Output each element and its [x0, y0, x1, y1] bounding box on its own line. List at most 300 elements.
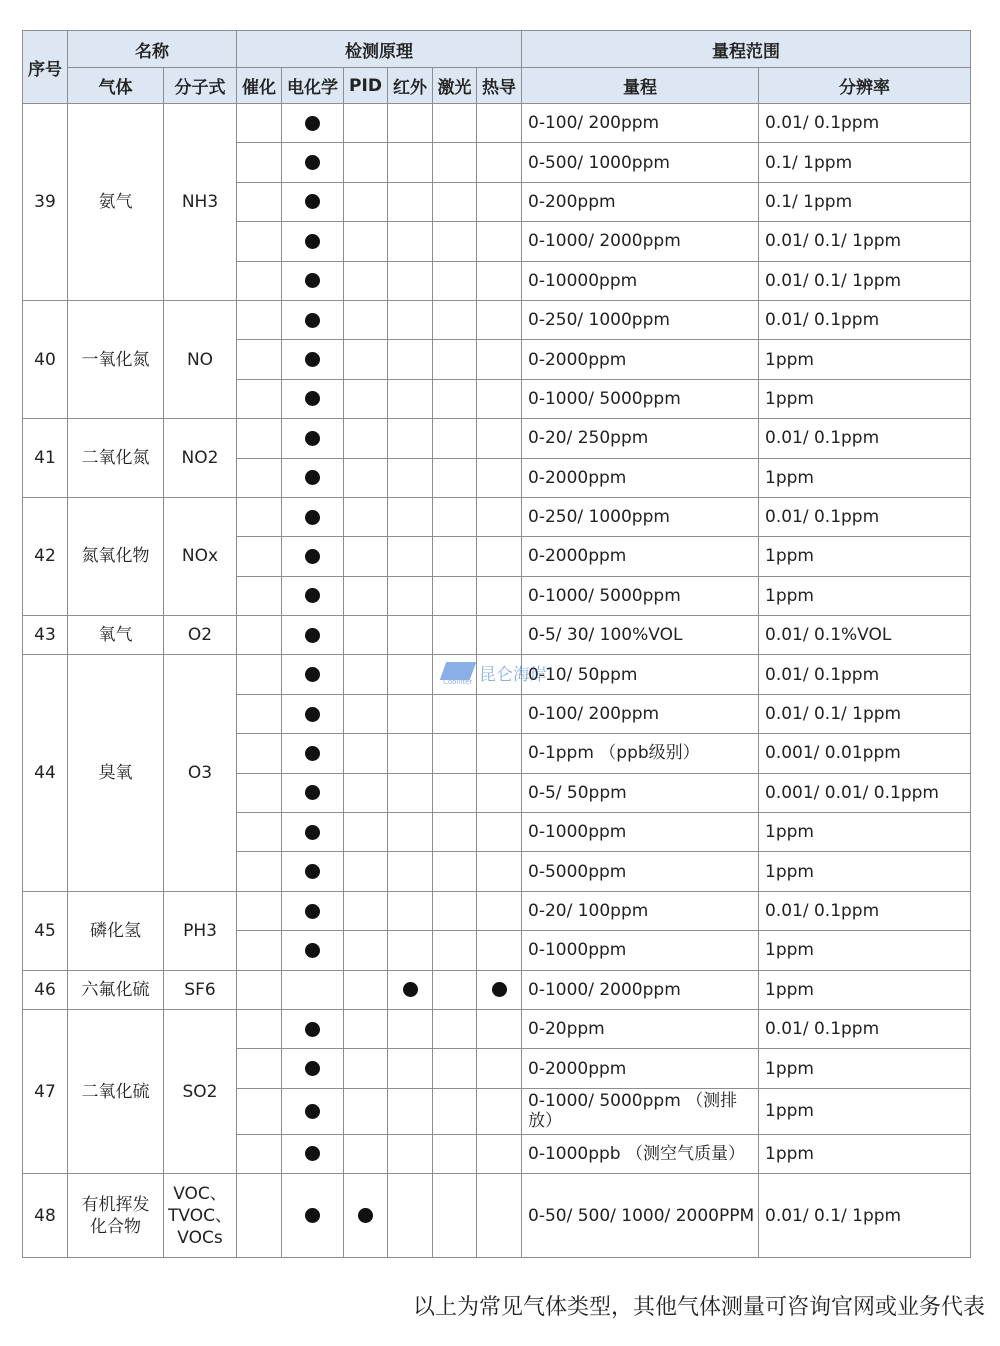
- cell-resolution: 1ppm: [759, 576, 971, 615]
- cell-method-laser: [433, 458, 477, 497]
- cell-resolution: 0.001/ 0.01ppm: [759, 734, 971, 773]
- filled-circle-icon: [358, 1208, 373, 1223]
- formula-line: NH3: [181, 191, 219, 212]
- filled-circle-icon: [305, 431, 320, 446]
- table-row: [23, 616, 971, 655]
- table-row: [23, 970, 971, 1009]
- cell-formula: [164, 300, 237, 418]
- formula-line: VOC、: [173, 1183, 227, 1204]
- header-method-thermal: 热导: [477, 68, 522, 104]
- header-method-infrared: 红外: [388, 68, 433, 104]
- cell-resolution: 0.01/ 0.1ppm: [759, 891, 971, 930]
- cell-method-pid: [344, 340, 388, 379]
- filled-circle-icon: [305, 588, 320, 603]
- gas-name-line: 二氧化氮: [81, 448, 150, 469]
- cell-gas-name: [68, 891, 164, 970]
- cell-method-pid: [344, 300, 388, 339]
- cell-method-catalytic: [237, 891, 282, 930]
- cell-resolution: 0.01/ 0.1/ 1ppm: [759, 694, 971, 733]
- cell-method-electrochemical: [282, 970, 344, 1009]
- cell-range: 0-10000ppm: [522, 261, 759, 300]
- cell-method-catalytic: [237, 182, 282, 221]
- cell-method-catalytic: [237, 970, 282, 1009]
- cell-no: 39: [23, 104, 68, 301]
- cell-formula: [164, 655, 237, 891]
- filled-circle-icon: [305, 470, 320, 485]
- cell-method-thermal: [477, 1174, 522, 1258]
- cell-method-laser: [433, 104, 477, 143]
- cell-method-thermal: [477, 616, 522, 655]
- filled-circle-icon: [305, 746, 320, 761]
- cell-method-catalytic: [237, 655, 282, 694]
- filled-circle-icon: [305, 1104, 320, 1119]
- cell-resolution: 1ppm: [759, 537, 971, 576]
- cell-method-catalytic: [237, 300, 282, 339]
- header-range: 量程: [522, 68, 759, 104]
- cell-method-thermal: [477, 182, 522, 221]
- cell-no: 44: [23, 655, 68, 891]
- cell-method-catalytic: [237, 576, 282, 615]
- cell-method-laser: [433, 340, 477, 379]
- cell-resolution: 1ppm: [759, 1134, 971, 1173]
- cell-method-pid: [344, 773, 388, 812]
- cell-method-electrochemical: [282, 813, 344, 852]
- cell-no: 43: [23, 616, 68, 655]
- cell-method-laser: [433, 773, 477, 812]
- cell-method-infrared: [388, 1049, 433, 1088]
- header-range-group: 量程范围: [522, 31, 971, 68]
- cell-method-electrochemical: [282, 1049, 344, 1088]
- header-row-2: [23, 68, 971, 104]
- cell-no: 41: [23, 419, 68, 498]
- cell-method-pid: [344, 1049, 388, 1088]
- header-method-catalytic: 催化: [237, 68, 282, 104]
- cell-resolution: 1ppm: [759, 852, 971, 891]
- table-row: [23, 104, 971, 143]
- cell-method-laser: [433, 852, 477, 891]
- cell-resolution: 1ppm: [759, 379, 971, 418]
- cell-method-laser: [433, 734, 477, 773]
- cell-range: 0-1000/ 5000ppm: [522, 379, 759, 418]
- cell-method-pid: [344, 261, 388, 300]
- cell-method-infrared: [388, 1088, 433, 1134]
- cell-formula: [164, 891, 237, 970]
- table-row: [23, 891, 971, 930]
- cell-no: 40: [23, 300, 68, 418]
- cell-method-thermal: [477, 300, 522, 339]
- cell-method-catalytic: [237, 1174, 282, 1258]
- cell-method-thermal: [477, 734, 522, 773]
- cell-no: 47: [23, 1009, 68, 1173]
- cell-method-pid: [344, 379, 388, 418]
- header-name: 名称: [68, 31, 237, 68]
- cell-method-laser: [433, 261, 477, 300]
- cell-range: 0-2000ppm: [522, 458, 759, 497]
- cell-resolution: 0.01/ 0.1ppm: [759, 104, 971, 143]
- cell-method-infrared: [388, 931, 433, 970]
- filled-circle-icon: [305, 234, 320, 249]
- cell-range: 0-50/ 500/ 1000/ 2000PPM: [522, 1174, 759, 1258]
- cell-resolution: 1ppm: [759, 1049, 971, 1088]
- cell-method-infrared: [388, 891, 433, 930]
- cell-method-catalytic: [237, 852, 282, 891]
- cell-method-thermal: [477, 891, 522, 930]
- cell-resolution: 1ppm: [759, 813, 971, 852]
- watermark-text: 昆仑海岸: [479, 665, 547, 685]
- filled-circle-icon: [305, 273, 320, 288]
- cell-method-pid: [344, 143, 388, 182]
- cell-method-infrared: [388, 576, 433, 615]
- cell-method-infrared: [388, 1174, 433, 1258]
- cell-range: 0-20/ 100ppm: [522, 891, 759, 930]
- cell-range: 0-1000/ 2000ppm: [522, 970, 759, 1009]
- filled-circle-icon: [305, 707, 320, 722]
- cell-method-pid: [344, 182, 388, 221]
- cell-method-electrochemical: [282, 340, 344, 379]
- cell-resolution: 0.01/ 0.1%VOL: [759, 616, 971, 655]
- formula-line: PH3: [183, 920, 217, 941]
- cell-range: 0-100/ 200ppm: [522, 104, 759, 143]
- formula-line: SO2: [182, 1081, 218, 1102]
- formula-line: VOCs: [177, 1227, 223, 1248]
- cell-method-pid: [344, 419, 388, 458]
- cell-range: 0-10/ 50ppm: [522, 655, 759, 694]
- cell-method-electrochemical: [282, 1088, 344, 1134]
- formula-line: SF6: [184, 979, 216, 1000]
- cell-method-infrared: [388, 497, 433, 536]
- watermark-logo: [443, 660, 553, 684]
- header-method-laser: 激光: [433, 68, 477, 104]
- gas-name-line: 氧气: [98, 625, 133, 646]
- cell-method-laser: [433, 300, 477, 339]
- filled-circle-icon: [305, 549, 320, 564]
- cell-method-thermal: [477, 1049, 522, 1088]
- cell-method-pid: [344, 734, 388, 773]
- cell-method-laser: [433, 182, 477, 221]
- filled-circle-icon: [305, 825, 320, 840]
- gas-name-line: 氨气: [98, 191, 133, 212]
- cell-method-catalytic: [237, 773, 282, 812]
- cell-method-laser: [433, 576, 477, 615]
- watermark-subtext: Coolliter: [443, 678, 473, 686]
- cell-method-thermal: [477, 1088, 522, 1134]
- cell-method-pid: [344, 576, 388, 615]
- gas-name-line: 氮氧化物: [81, 546, 150, 567]
- cell-method-pid: [344, 694, 388, 733]
- filled-circle-icon: [305, 904, 320, 919]
- formula-line: O3: [187, 763, 213, 784]
- cell-method-laser: [433, 497, 477, 536]
- cell-range: 0-500/ 1000ppm: [522, 143, 759, 182]
- filled-circle-icon: [305, 628, 320, 643]
- cell-gas-name: [68, 1174, 164, 1258]
- cell-resolution: 0.001/ 0.01/ 0.1ppm: [759, 773, 971, 812]
- cell-method-laser: [433, 813, 477, 852]
- cell-method-electrochemical: [282, 1009, 344, 1048]
- cell-method-catalytic: [237, 379, 282, 418]
- cell-range: 0-100/ 200ppm: [522, 694, 759, 733]
- cell-method-catalytic: [237, 458, 282, 497]
- cell-resolution: 0.01/ 0.1ppm: [759, 1009, 971, 1048]
- cell-method-catalytic: [237, 340, 282, 379]
- formula-line: NO2: [181, 448, 219, 469]
- filled-circle-icon: [305, 785, 320, 800]
- gas-name-line: 二氧化硫: [81, 1081, 150, 1102]
- cell-method-catalytic: [237, 143, 282, 182]
- cell-range: 0-1ppm （ppb级别）: [522, 734, 759, 773]
- cell-method-laser: [433, 970, 477, 1009]
- cell-formula: [164, 104, 237, 301]
- cell-method-electrochemical: [282, 891, 344, 930]
- cell-method-catalytic: [237, 419, 282, 458]
- formula-line: NOx: [181, 546, 219, 567]
- cell-method-infrared: [388, 143, 433, 182]
- cell-method-catalytic: [237, 931, 282, 970]
- cell-method-laser: [433, 419, 477, 458]
- cell-method-pid: [344, 537, 388, 576]
- cell-range: 0-20ppm: [522, 1009, 759, 1048]
- cell-method-laser: [433, 1134, 477, 1173]
- cell-method-electrochemical: [282, 655, 344, 694]
- cell-method-thermal: [477, 419, 522, 458]
- cell-method-pid: [344, 852, 388, 891]
- filled-circle-icon: [305, 391, 320, 406]
- header-resolution: 分辨率: [759, 68, 971, 104]
- cell-method-electrochemical: [282, 104, 344, 143]
- cell-method-infrared: [388, 1009, 433, 1048]
- gas-name-line: 有机挥发: [81, 1194, 150, 1215]
- cell-method-infrared: [388, 773, 433, 812]
- cell-method-infrared: [388, 340, 433, 379]
- cell-method-electrochemical: [282, 143, 344, 182]
- cell-resolution: 0.1/ 1ppm: [759, 182, 971, 221]
- cell-method-laser: [433, 694, 477, 733]
- cell-method-thermal: [477, 537, 522, 576]
- cell-method-catalytic: [237, 104, 282, 143]
- cell-method-thermal: [477, 340, 522, 379]
- cell-range: 0-250/ 1000ppm: [522, 497, 759, 536]
- cell-method-catalytic: [237, 1134, 282, 1173]
- cell-method-electrochemical: [282, 931, 344, 970]
- header-no: 序号: [23, 31, 68, 104]
- cell-resolution: 1ppm: [759, 931, 971, 970]
- cell-gas-name: [68, 655, 164, 891]
- cell-method-thermal: [477, 694, 522, 733]
- filled-circle-icon: [403, 982, 418, 997]
- cell-resolution: 1ppm: [759, 340, 971, 379]
- cell-method-electrochemical: [282, 852, 344, 891]
- gas-spec-table: [22, 30, 971, 1258]
- cell-method-thermal: [477, 813, 522, 852]
- cell-method-infrared: [388, 182, 433, 221]
- cell-method-infrared: [388, 1134, 433, 1173]
- cell-method-electrochemical: [282, 419, 344, 458]
- header-method-electrochemical: 电化学: [282, 68, 344, 104]
- cell-method-pid: [344, 1009, 388, 1048]
- cell-method-pid: [344, 931, 388, 970]
- cell-resolution: 1ppm: [759, 458, 971, 497]
- cell-range: 0-5/ 50ppm: [522, 773, 759, 812]
- formula-line: TVOC、: [168, 1205, 232, 1226]
- cell-resolution: 0.01/ 0.1ppm: [759, 300, 971, 339]
- header-method-pid: PID: [344, 68, 388, 104]
- cell-gas-name: [68, 497, 164, 615]
- filled-circle-icon: [305, 313, 320, 328]
- cell-method-pid: [344, 655, 388, 694]
- cell-method-infrared: [388, 104, 433, 143]
- cell-method-pid: [344, 1174, 388, 1258]
- cell-gas-name: [68, 1009, 164, 1173]
- cell-method-electrochemical: [282, 222, 344, 261]
- cell-method-catalytic: [237, 1009, 282, 1048]
- cell-method-thermal: [477, 261, 522, 300]
- table-row: [23, 419, 971, 458]
- table-row: [23, 1009, 971, 1048]
- cell-method-infrared: [388, 852, 433, 891]
- header-row-1: [23, 31, 971, 68]
- table-row: [23, 300, 971, 339]
- cell-resolution: 0.01/ 0.1ppm: [759, 419, 971, 458]
- gas-name-line: 磷化氢: [90, 920, 141, 941]
- cell-range: 0-1000/ 5000ppm （测排放）: [522, 1088, 759, 1134]
- header-principle: 检测原理: [237, 31, 522, 68]
- cell-method-thermal: [477, 773, 522, 812]
- cell-method-pid: [344, 1134, 388, 1173]
- cell-method-electrochemical: [282, 379, 344, 418]
- cell-method-thermal: [477, 379, 522, 418]
- cell-method-thermal: [477, 143, 522, 182]
- cell-range: 0-200ppm: [522, 182, 759, 221]
- cell-resolution: 1ppm: [759, 970, 971, 1009]
- cell-gas-name: [68, 300, 164, 418]
- cell-method-catalytic: [237, 222, 282, 261]
- filled-circle-icon: [305, 116, 320, 131]
- cell-method-laser: [433, 1049, 477, 1088]
- cell-range: 0-1000ppm: [522, 813, 759, 852]
- cell-method-pid: [344, 222, 388, 261]
- cell-method-electrochemical: [282, 458, 344, 497]
- cell-gas-name: [68, 104, 164, 301]
- cell-method-infrared: [388, 419, 433, 458]
- filled-circle-icon: [305, 352, 320, 367]
- cell-method-catalytic: [237, 694, 282, 733]
- cell-range: 0-1000ppm: [522, 931, 759, 970]
- cell-gas-name: [68, 970, 164, 1009]
- filled-circle-icon: [305, 864, 320, 879]
- table-row: [23, 497, 971, 536]
- cell-method-electrochemical: [282, 182, 344, 221]
- cell-method-electrochemical: [282, 773, 344, 812]
- cell-resolution: 0.1/ 1ppm: [759, 143, 971, 182]
- cell-method-catalytic: [237, 616, 282, 655]
- header-gas: 气体: [68, 68, 164, 104]
- cell-method-catalytic: [237, 813, 282, 852]
- cell-no: 42: [23, 497, 68, 615]
- cell-formula: [164, 970, 237, 1009]
- filled-circle-icon: [305, 1061, 320, 1076]
- cell-formula: [164, 419, 237, 498]
- cell-resolution: 0.01/ 0.1/ 1ppm: [759, 1174, 971, 1258]
- cell-method-thermal: [477, 497, 522, 536]
- cell-method-electrochemical: [282, 1134, 344, 1173]
- cell-method-catalytic: [237, 537, 282, 576]
- cell-resolution: 0.01/ 0.1ppm: [759, 655, 971, 694]
- cell-method-laser: [433, 891, 477, 930]
- cell-range: 0-1000/ 2000ppm: [522, 222, 759, 261]
- formula-line: NO: [186, 349, 214, 370]
- cell-method-laser: [433, 931, 477, 970]
- cell-method-infrared: [388, 694, 433, 733]
- cell-method-electrochemical: [282, 576, 344, 615]
- cell-method-infrared: [388, 379, 433, 418]
- cell-formula: [164, 1174, 237, 1258]
- cell-method-laser: [433, 1088, 477, 1134]
- cell-method-thermal: [477, 222, 522, 261]
- cell-method-electrochemical: [282, 537, 344, 576]
- cell-method-infrared: [388, 616, 433, 655]
- filled-circle-icon: [305, 1146, 320, 1161]
- cell-method-infrared: [388, 734, 433, 773]
- filled-circle-icon: [305, 943, 320, 958]
- cell-method-thermal: [477, 576, 522, 615]
- cell-method-pid: [344, 1088, 388, 1134]
- cell-method-pid: [344, 616, 388, 655]
- gas-name-line: 臭氧: [98, 763, 133, 784]
- filled-circle-icon: [305, 194, 320, 209]
- cell-no: 45: [23, 891, 68, 970]
- cell-range: 0-2000ppm: [522, 1049, 759, 1088]
- cell-method-pid: [344, 104, 388, 143]
- cell-method-laser: [433, 379, 477, 418]
- cell-range: 0-1000ppb （测空气质量）: [522, 1134, 759, 1173]
- cell-method-electrochemical: [282, 1174, 344, 1258]
- cell-range: 0-5/ 30/ 100%VOL: [522, 616, 759, 655]
- cell-method-pid: [344, 458, 388, 497]
- cell-method-electrochemical: [282, 734, 344, 773]
- cell-resolution: 0.01/ 0.1/ 1ppm: [759, 261, 971, 300]
- cell-range: 0-1000/ 5000ppm: [522, 576, 759, 615]
- formula-line: O2: [187, 625, 213, 646]
- cell-range: 0-2000ppm: [522, 340, 759, 379]
- cell-formula: [164, 1009, 237, 1173]
- cell-resolution: 1ppm: [759, 1088, 971, 1134]
- header-formula: 分子式: [164, 68, 237, 104]
- cell-method-thermal: [477, 931, 522, 970]
- cell-range: 0-5000ppm: [522, 852, 759, 891]
- cell-method-infrared: [388, 222, 433, 261]
- cell-method-pid: [344, 813, 388, 852]
- cell-resolution: 0.01/ 0.1ppm: [759, 497, 971, 536]
- filled-circle-icon: [305, 510, 320, 525]
- cell-method-electrochemical: [282, 261, 344, 300]
- cell-method-infrared: [388, 655, 433, 694]
- cell-range: 0-20/ 250ppm: [522, 419, 759, 458]
- cell-method-pid: [344, 497, 388, 536]
- cell-method-laser: [433, 1009, 477, 1048]
- cell-method-thermal: [477, 458, 522, 497]
- cell-formula: [164, 616, 237, 655]
- cell-method-thermal: [477, 104, 522, 143]
- cell-range: 0-2000ppm: [522, 537, 759, 576]
- cell-method-catalytic: [237, 1049, 282, 1088]
- cell-method-laser: [433, 143, 477, 182]
- cell-method-thermal: [477, 1009, 522, 1048]
- cell-method-electrochemical: [282, 616, 344, 655]
- cell-method-catalytic: [237, 497, 282, 536]
- footer-note: 以上为常见气体类型，其他气体测量可咨询官网或业务代表: [412, 1295, 985, 1320]
- filled-circle-icon: [305, 155, 320, 170]
- cell-method-infrared: [388, 813, 433, 852]
